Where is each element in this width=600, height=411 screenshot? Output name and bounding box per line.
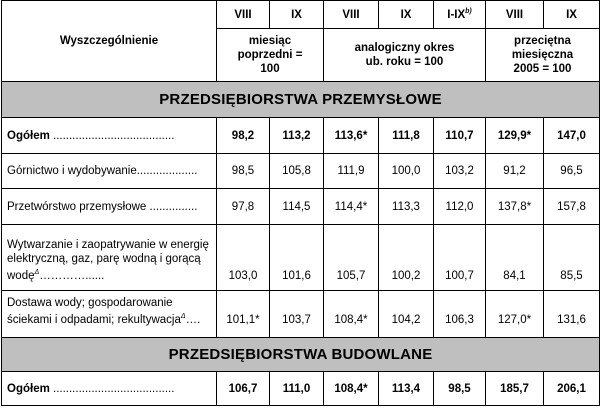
column-header-label: Wyszczególnienie: [2, 1, 217, 82]
section-row: [2, 82, 600, 118]
group-header-prev-year: analogiczny okres ub. roku = 100: [324, 29, 486, 82]
cell: 98,2: [217, 118, 270, 154]
cell: 104,2: [379, 291, 434, 338]
cell: 108,4*: [324, 372, 379, 406]
cell: 103,2: [434, 154, 486, 189]
cell: 97,8: [217, 189, 270, 225]
cell: 96,5: [544, 154, 600, 189]
cell: 185,7: [486, 372, 544, 406]
cell: 103,7: [270, 291, 324, 338]
cell: 100,0: [379, 154, 434, 189]
col-header-2: IX: [270, 1, 324, 29]
row-label: Ogółem ......................................: [2, 118, 217, 154]
cell: 84,1: [486, 225, 544, 291]
cell: 105,7: [324, 225, 379, 291]
cell: 113,6*: [324, 118, 379, 154]
section-title: PRZEDSIĘBIORSTWA BUDOWLANE: [2, 338, 600, 372]
col-header-1: VIII: [217, 1, 270, 29]
cell: 206,1: [544, 372, 600, 406]
row-label: Dostawa wody; gospodarowanie ściekami i odpadami; rekultywacja$^\Delta$….: [2, 291, 217, 338]
table-row: [2, 225, 600, 291]
cell: 103,0: [217, 225, 270, 291]
cell: 147,0: [544, 118, 600, 154]
section-title: PRZEDSIĘBIORSTWA PRZEMYSŁOWE: [2, 82, 600, 118]
table-row: [2, 189, 600, 225]
group-header-prev-month: miesiąc poprzedni = 100: [217, 29, 324, 82]
table-row: [2, 118, 600, 154]
cell: 91,2: [486, 154, 544, 189]
cell: 108,4*: [324, 291, 379, 338]
cell: 111,9: [324, 154, 379, 189]
cell: 129,9*: [486, 118, 544, 154]
cell: 105,8: [270, 154, 324, 189]
table-row: [2, 154, 600, 189]
cell: 111,0: [270, 372, 324, 406]
cell: 114,4*: [324, 189, 379, 225]
section-row: [2, 338, 600, 372]
row-label: Przetwórstwo przemysłowe ...............: [2, 189, 217, 225]
cell: 101,1*: [217, 291, 270, 338]
table-row: [2, 372, 600, 406]
cell: 113,3: [379, 189, 434, 225]
table-row: [2, 291, 600, 338]
cell: 127,0*: [486, 291, 544, 338]
cell: 137,8*: [486, 189, 544, 225]
col-header-6: VIII: [486, 1, 544, 29]
cell: 110,7: [434, 118, 486, 154]
cell: 98,5: [217, 154, 270, 189]
cell: 101,6: [270, 225, 324, 291]
cell: 112,0: [434, 189, 486, 225]
cell: 111,8: [379, 118, 434, 154]
cell: 85,5: [544, 225, 600, 291]
row-label: Ogółem ......................................: [2, 372, 217, 406]
col-header-5: I-IX$^{b)}$: [434, 1, 486, 29]
col-header-3: VIII: [324, 1, 379, 29]
cell: 106,3: [434, 291, 486, 338]
cell: 98,5: [434, 372, 486, 406]
cell: 100,7: [434, 225, 486, 291]
col-header-7: IX: [544, 1, 600, 29]
cell: 106,7: [217, 372, 270, 406]
cell: 113,2: [270, 118, 324, 154]
cell: 157,8: [544, 189, 600, 225]
indices-table: [1, 0, 600, 406]
cell: 131,6: [544, 291, 600, 338]
cell: 113,4: [379, 372, 434, 406]
row-label: Górnictwo i wydobywanie...................: [2, 154, 217, 189]
cell: 114,5: [270, 189, 324, 225]
group-header-avg-2005: przeciętna miesięczna 2005 = 100: [486, 29, 600, 82]
cell: 100,2: [379, 225, 434, 291]
col-header-4: IX: [379, 1, 434, 29]
row-label: Wytwarzanie i zaopatrywanie w energię elektryczną, gaz, parę wodną i gorącą wodę$^\Delta$…………......: [2, 225, 217, 291]
